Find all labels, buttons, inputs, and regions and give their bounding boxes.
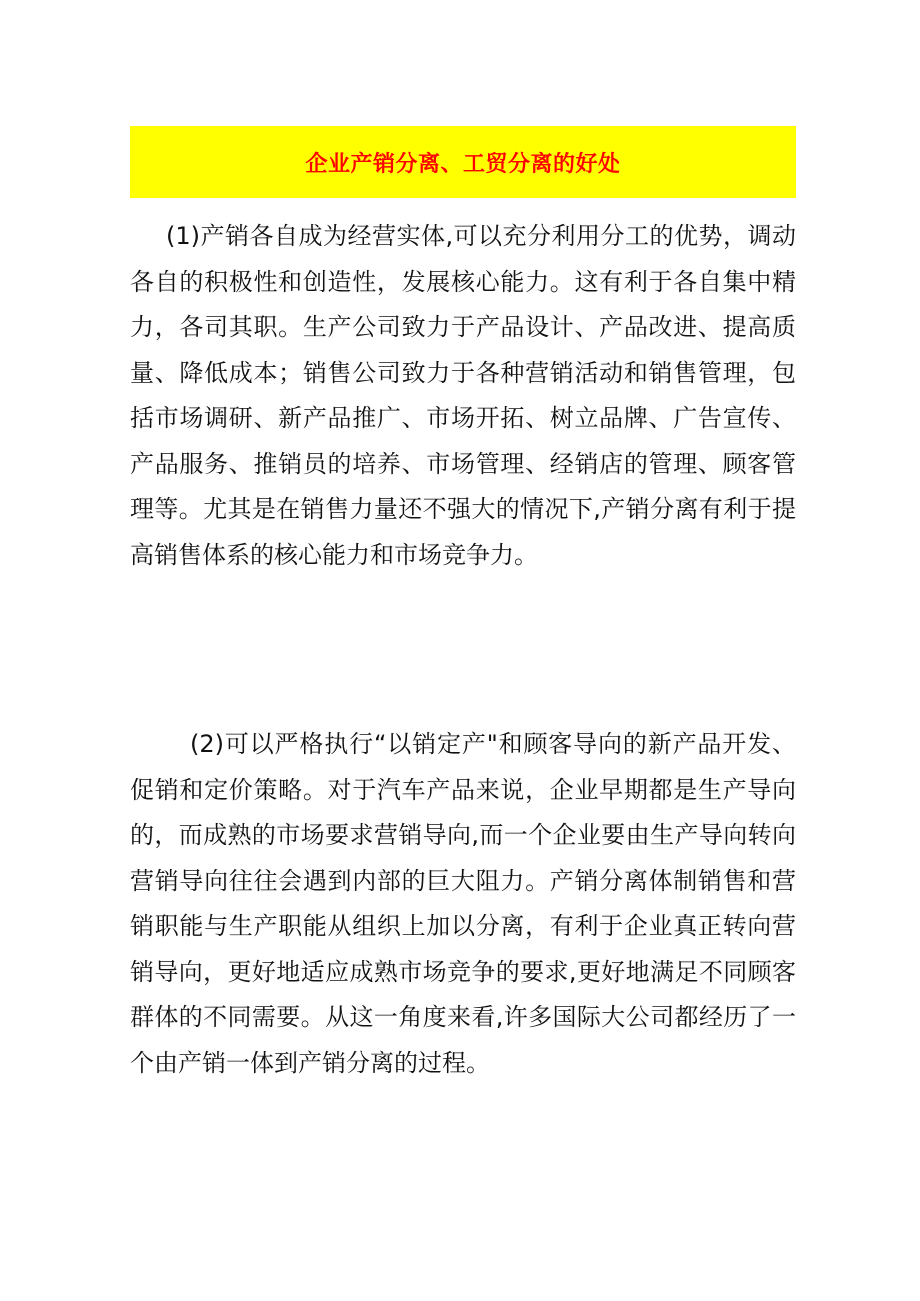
document-title: 企业产销分离、工贸分离的好处 — [305, 151, 621, 177]
paragraph-1: (1)产销各自成为经营实体,可以充分利用分工的优势，调动各自的积极性和创造性，发展核心能力。这有利于各自集中精力，各司其职。生产公司致力于产品设计、产品改进、提高质量、降低成本；销售公司致力于各种营销活动和销售管理，包括市场调研、新产品推广、市场开拓、树立品牌、广告宣传、产品服务、推销员的培养、市场管理、经销店的管理、顾客管理等。尤其是在销售力量还不强大的情况下,产销分离有利于提高销售体系的核心能力和市场竞争力。 — [130, 222, 796, 569]
title-banner — [130, 126, 796, 198]
paragraph-2: (2)可以严格执行“以销定产"和顾客导向的新产品开发、促销和定价策略。对于汽车产品来说，企业早期都是生产导向的，而成熟的市场要求营销导向,而一个企业要由生产导向转向营销导向往往会遇到内部的巨大阻力。产销分离体制销售和营销职能与生产职能从组织上加以分离，有利于企业真正转向营销导向，更好地适应成熟市场竞争的要求,更好地满足不同顾客群体的不同需要。从这一角度来看,许多国际大公司都经历了一个由产销一体到产销分离的过程。 — [130, 730, 796, 1077]
